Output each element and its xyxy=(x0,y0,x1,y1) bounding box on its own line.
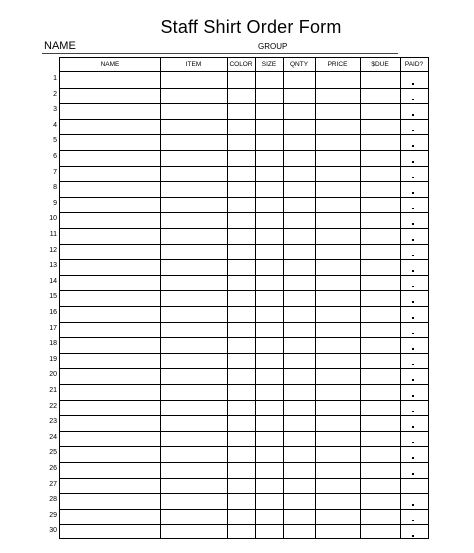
row-number: 1 xyxy=(53,75,57,82)
paid-mark xyxy=(412,177,414,179)
table-row-line xyxy=(60,415,428,416)
paid-mark xyxy=(412,442,414,444)
row-number: 24 xyxy=(49,433,57,441)
paid-mark xyxy=(412,364,414,366)
paid-mark xyxy=(412,239,414,241)
column-header-paid: PAID? xyxy=(404,61,424,68)
paid-mark xyxy=(412,301,414,303)
row-number: 6 xyxy=(53,153,57,160)
paid-mark xyxy=(412,395,414,397)
group-label: GROUP xyxy=(258,42,288,51)
paid-mark xyxy=(412,317,414,319)
column-header-item: ITEM xyxy=(185,61,202,68)
paid-mark xyxy=(412,145,414,147)
column-header-due: $DUE xyxy=(371,61,389,68)
row-number: 29 xyxy=(49,511,57,519)
row-number: 5 xyxy=(53,137,57,145)
paid-mark xyxy=(412,504,414,506)
paid-mark xyxy=(412,223,414,225)
row-number: 18 xyxy=(49,340,57,348)
paid-mark xyxy=(412,333,414,335)
row-number: 15 xyxy=(49,293,57,301)
paid-mark xyxy=(412,286,414,288)
name-label: NAME xyxy=(44,40,76,52)
paid-mark xyxy=(412,379,414,381)
paid-mark xyxy=(412,426,414,428)
paid-mark xyxy=(412,457,414,459)
paid-mark xyxy=(412,114,414,116)
form-title: Staff Shirt Order Form xyxy=(160,17,342,37)
paid-mark xyxy=(412,520,414,522)
row-number: 10 xyxy=(49,215,57,223)
paid-mark xyxy=(412,192,414,194)
table-row-line xyxy=(60,368,428,369)
paid-mark xyxy=(412,161,414,163)
table-row-line xyxy=(60,166,428,167)
paid-mark xyxy=(412,130,414,132)
row-number: 13 xyxy=(49,262,57,270)
table-row-line xyxy=(60,462,428,463)
column-divider xyxy=(315,58,316,538)
table-row-line xyxy=(60,400,428,401)
table-row-line xyxy=(60,88,428,89)
paid-mark xyxy=(412,535,414,537)
table-row-line xyxy=(60,384,428,385)
row-number: 23 xyxy=(49,418,57,426)
row-number: 22 xyxy=(49,402,57,410)
row-number: 12 xyxy=(49,246,57,254)
row-number: 2 xyxy=(53,90,57,98)
paid-mark xyxy=(412,208,414,210)
column-divider xyxy=(227,58,228,538)
row-number: 25 xyxy=(49,449,57,457)
paid-mark xyxy=(412,270,414,272)
row-number: 26 xyxy=(49,465,57,472)
row-number: 9 xyxy=(53,199,57,207)
row-number: 14 xyxy=(49,277,57,285)
table-row-line xyxy=(60,290,428,291)
row-number: 20 xyxy=(49,371,57,379)
table-row-line xyxy=(60,478,428,479)
column-header-qnty: QNTY xyxy=(289,61,309,68)
table-row-line xyxy=(60,244,428,245)
paid-mark xyxy=(412,83,414,85)
table-row-line xyxy=(60,446,428,447)
row-number: 11 xyxy=(49,231,57,238)
table-row-line xyxy=(60,275,428,276)
table-row-line xyxy=(60,337,428,338)
table-row-line xyxy=(60,212,428,213)
column-header-color: COLOR xyxy=(229,61,253,68)
row-number: 28 xyxy=(49,496,57,504)
table-row-line xyxy=(60,431,428,432)
paid-mark xyxy=(412,473,414,475)
row-number: 27 xyxy=(49,480,57,488)
row-number: 16 xyxy=(49,309,57,316)
table-header xyxy=(60,58,428,72)
column-header-name: NAME xyxy=(100,61,120,68)
table-row-line xyxy=(60,353,428,354)
table-row-line xyxy=(60,524,428,525)
row-number: 4 xyxy=(53,121,57,129)
paid-mark xyxy=(412,411,414,413)
row-number: 7 xyxy=(53,168,57,176)
column-divider xyxy=(255,58,256,538)
paid-mark xyxy=(412,99,414,101)
paid-mark xyxy=(412,255,414,257)
table-row-line xyxy=(60,306,428,307)
column-header-size: SIZE xyxy=(261,61,277,68)
order-table xyxy=(59,57,429,539)
table-row-line xyxy=(60,322,428,323)
column-divider xyxy=(400,58,401,538)
row-number: 30 xyxy=(49,527,57,535)
table-row-line xyxy=(60,119,428,120)
table-row-line xyxy=(60,134,428,135)
column-divider xyxy=(160,58,161,538)
table-row-line xyxy=(60,150,428,151)
table-row-line xyxy=(60,493,428,494)
column-divider xyxy=(283,58,284,538)
row-number: 21 xyxy=(49,387,57,394)
paid-mark xyxy=(412,348,414,350)
table-row-line xyxy=(60,228,428,229)
table-row-line xyxy=(60,103,428,104)
row-number: 8 xyxy=(53,184,57,192)
table-row-line xyxy=(60,509,428,510)
row-number: 17 xyxy=(49,324,57,332)
column-header-price: PRICE xyxy=(327,61,348,68)
row-number: 3 xyxy=(53,106,57,114)
table-row-line xyxy=(60,181,428,182)
row-number: 19 xyxy=(49,355,57,363)
table-row-line xyxy=(60,197,428,198)
column-divider xyxy=(360,58,361,538)
table-row-line xyxy=(60,259,428,260)
